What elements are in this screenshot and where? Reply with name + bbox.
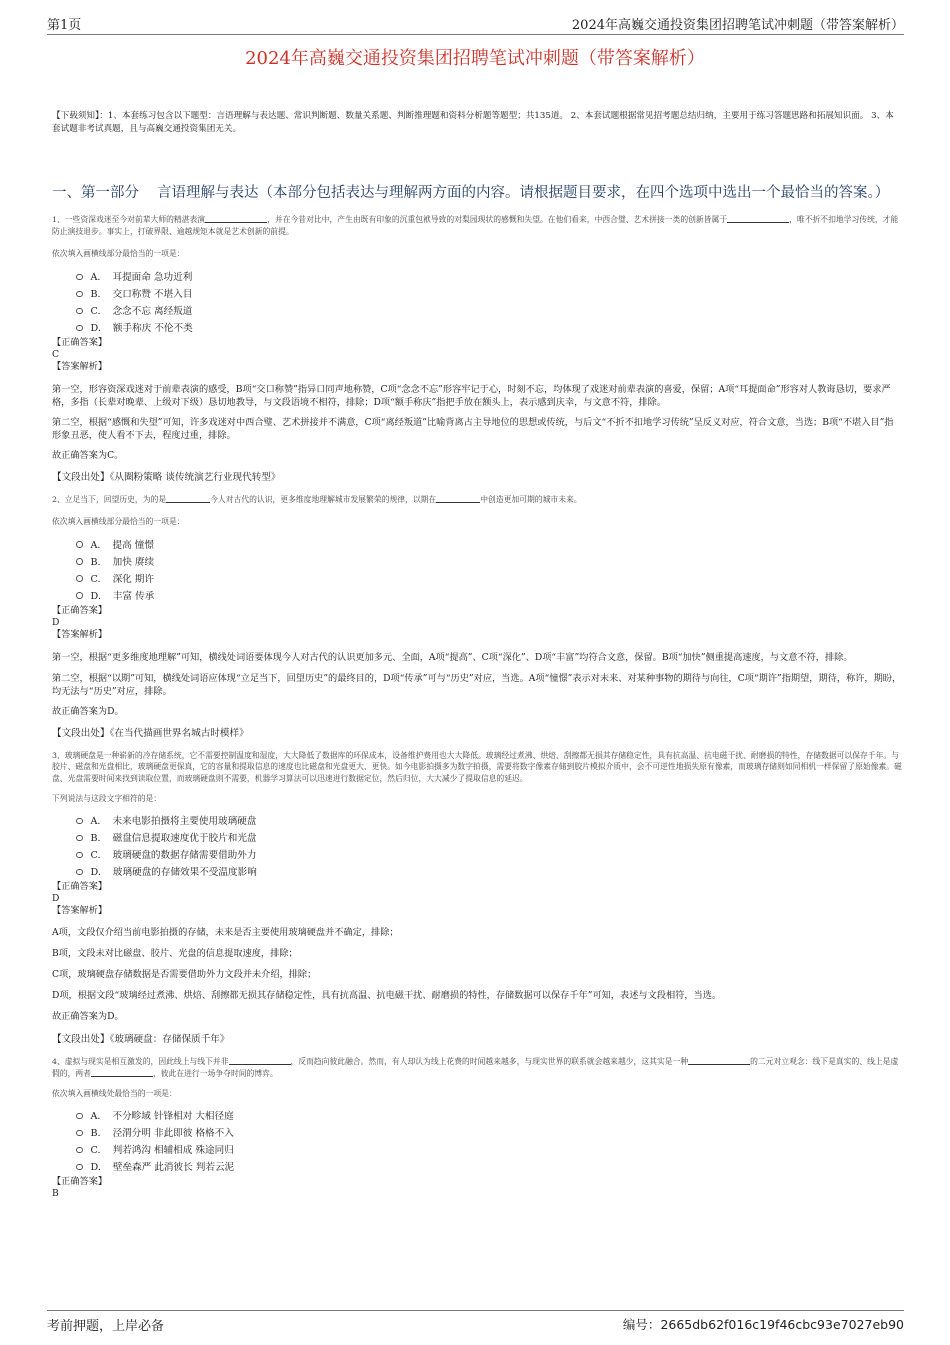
option-c[interactable]: C. 玻璃硬盘的数据存储需要借助外力 xyxy=(52,847,902,864)
option-d[interactable]: D. 玻璃硬盘的存储效果不受温度影响 xyxy=(52,864,902,881)
question-prompt: 依次填入画横线部分最恰当的一项是： xyxy=(52,516,185,526)
option-b[interactable]: B. 加快 赓续 xyxy=(52,554,902,571)
header-doc-title: 2024年高巍交通投资集团招聘笔试冲刺题（带答案解析） xyxy=(571,18,904,33)
option-b[interactable]: B. 泾渭分明 非此即彼 格格不入 xyxy=(52,1125,902,1142)
question-2 xyxy=(52,494,902,739)
radio-icon[interactable] xyxy=(76,852,83,859)
radio-icon[interactable] xyxy=(76,1164,83,1171)
option-c[interactable]: C. 深化 期许 xyxy=(52,571,902,588)
question-stem: 4、虚拟与现实是相互激发的，因此线上与线下并非 ，反而趋向彼此融合。然而，有人却认为线上花费的时间越来越多，与现实世界的联系就会越来越少，这其实是一种 的二元对立观念：线下是真实的、线上是虚假的，两者 ，彼此在进行一场争夺时间的博弈。 xyxy=(52,1057,899,1078)
footer-slogan: 考前押题，上岸必备 xyxy=(47,1319,165,1334)
option-a[interactable]: A. 不分畛域 针锋相对 大相径庭 xyxy=(52,1108,902,1125)
radio-icon[interactable] xyxy=(76,575,83,582)
analysis-label: 【答案解析】 xyxy=(52,628,108,640)
analysis-paragraph: 第二空，根据“感慨和失望”可知，许多戏迷对中西合璧、艺术拼接并不满意，C项“离经叛道”比喻背离占主导地位的思想或传统，与后文“不折不扣地学习传统”呈反义对应，符合文意，当选；B项“不堪入目”指形象丑恶，使人看不下去，程度过重，排除。 xyxy=(52,417,894,441)
question-3 xyxy=(52,750,902,1046)
analysis-conclusion: 故正确答案为D。 xyxy=(52,705,124,717)
analysis-paragraph: 第一空，根据“更多维度地理解”可知，横线处词语要体现今人对古代的认识更加多元、全面，A项“提高”、C项“深化”、D项“丰富”均符合文意，保留。B项“加快”侧重提高速度，与文意不符，排除。 xyxy=(52,651,853,663)
analysis-label: 【答案解析】 xyxy=(52,361,108,372)
answer-value: D xyxy=(52,893,60,904)
analysis-paragraph: 第二空，根据“以期”可知，横线处词语应体现“立足当下，回望历史”的最终目的，D项“传承”可与“历史”对应，当选。A项“憧憬”表示对未来、对某种事物的期待与向往，C项“期许”指期望，期待，称许，期盼，均无法与“历史”对应，排除。 xyxy=(52,672,902,697)
option-d[interactable]: D. 额手称庆 不伦不类 xyxy=(52,320,902,337)
radio-icon[interactable] xyxy=(76,308,83,315)
question-1 xyxy=(52,214,902,483)
document-code: 编号：2665db62f016c19f46cbc93e7027eb90 xyxy=(622,1317,904,1332)
answer-value: D xyxy=(52,616,60,628)
section-text: 言语理解与表达（本部分包括表达与理解两方面的内容。请根据题目要求，在四个选项中选出一个最恰当的答案。） xyxy=(157,185,890,201)
page-number: 第1页 xyxy=(47,18,82,33)
answer-blank xyxy=(727,214,789,223)
option-a[interactable]: A. 耳提面命 急功近利 xyxy=(52,269,902,286)
option-a[interactable]: A. 未来电影拍摄将主要使用玻璃硬盘 xyxy=(52,813,902,830)
radio-icon[interactable] xyxy=(76,592,83,599)
document-title: 2024年高巍交通投资集团招聘笔试冲刺题（带答案解析） xyxy=(245,48,705,69)
radio-icon[interactable] xyxy=(76,274,83,281)
option-c[interactable]: C. 判若鸿沟 相辅相成 殊途同归 xyxy=(52,1142,902,1159)
analysis-paragraph: B项，文段未对比磁盘、胶片、光盘的信息提取速度，排除； xyxy=(52,948,298,959)
radio-icon[interactable] xyxy=(76,1130,83,1137)
question-prompt: 下列说法与这段文字相符的是： xyxy=(52,794,162,803)
option-b[interactable]: B. 交口称赞 不堪入目 xyxy=(52,286,902,303)
question-prompt: 依次填入画横线处最恰当的一项是： xyxy=(52,1089,177,1098)
options-list xyxy=(52,813,902,881)
radio-icon[interactable] xyxy=(76,1147,83,1154)
download-notice: 【下载须知】：1、本套练习包含以下题型：言语理解与表达题、常识判断题、数量关系题、判断推理题和资料分析题等题型；共135道。 2、本套试题根据常见招考题总结归纳，主要用于练习答题思路和拓展知识面。 3、本套试题非考试真题，且与高巍交通投资集团无关。 xyxy=(52,111,894,134)
radio-icon[interactable] xyxy=(76,541,83,548)
answer-blank xyxy=(205,214,267,223)
answer-label: 【正确答案】 xyxy=(52,604,108,616)
page-footer xyxy=(47,1310,904,1333)
answer-value: C xyxy=(52,349,60,360)
answer-blank xyxy=(436,494,480,503)
question-stem: 1、一些资深戏迷至今对前辈大师的精湛表演 ，并在今昔对比中，产生由既有印象的沉重包袱导致的对梨园现状的感慨和失望。在他们看来，中西合璧、艺术拼接一类的创新皆属于 ，唯不折不扣地学习传统，才能防止演技退步。事实上，打破界限、逾越规矩本就是艺术创新的前提。 xyxy=(52,215,899,236)
radio-icon[interactable] xyxy=(76,291,83,298)
document-body xyxy=(52,110,902,1200)
analysis-conclusion: 故正确答案为D。 xyxy=(52,1011,124,1022)
source-line: 【文段出处】《从圈粉策略 谈传统演艺行业现代转型》 xyxy=(52,472,281,483)
radio-icon[interactable] xyxy=(76,818,83,825)
answer-blank xyxy=(166,494,210,503)
analysis-label: 【答案解析】 xyxy=(52,905,108,916)
section-heading xyxy=(52,185,902,202)
option-c[interactable]: C. 念念不忘 离经叛道 xyxy=(52,303,902,320)
page-header xyxy=(47,12,904,35)
answer-label: 【正确答案】 xyxy=(52,1176,108,1187)
radio-icon[interactable] xyxy=(76,325,83,332)
option-a[interactable]: A. 提高 憧憬 xyxy=(52,537,902,554)
options-list xyxy=(52,537,902,605)
options-list xyxy=(52,1108,902,1176)
radio-icon[interactable] xyxy=(76,869,83,876)
radio-icon[interactable] xyxy=(76,558,83,565)
source-line: 【文段出处】《在当代描画世界名城古时模样》 xyxy=(52,727,249,739)
analysis-paragraph: 第一空，形容资深戏迷对于前辈表演的感受，B项“交口称赞”指异口同声地称赞，C项“念念不忘”形容牢记于心，时刻不忘，均体现了戏迷对前辈表演的喜爱，保留；A项“耳提面命”形容对人教诲恳切，要求严格，多指（长辈对晚辈、上级对下级）恳切地教导，与文段语境不相符，排除；D项“额手称庆”指把手放在额头上，表示感到庆幸，与文意不符，排除。 xyxy=(52,384,891,408)
analysis-conclusion: 故正确答案为C。 xyxy=(52,450,124,461)
question-stem: 2、立足当下，回望历史，为的是 今人对古代的认识，更多维度地理解城市发展繁荣的规律，以期在 中创造更加可期的城市未来。 xyxy=(52,495,582,504)
options-list xyxy=(52,269,902,337)
question-4 xyxy=(52,1056,902,1200)
option-d[interactable]: D. 壁垒森严 此消彼长 判若云泥 xyxy=(52,1159,902,1176)
option-b[interactable]: B. 磁盘信息提取速度优于胶片和光盘 xyxy=(52,830,902,847)
answer-blank xyxy=(688,1056,750,1065)
answer-label: 【正确答案】 xyxy=(52,881,108,892)
option-d[interactable]: D. 丰富 传承 xyxy=(52,588,902,605)
answer-value: B xyxy=(52,1188,59,1199)
answer-blank xyxy=(91,1068,153,1077)
analysis-paragraph: C项，玻璃硬盘存储数据是否需要借助外力文段并未介绍，排除； xyxy=(52,969,317,980)
analysis-paragraph: A项，文段仅介绍当前电影拍摄的存储，未来是否主要使用玻璃硬盘并不确定，排除； xyxy=(52,927,399,938)
radio-icon[interactable] xyxy=(76,1113,83,1120)
radio-icon[interactable] xyxy=(76,835,83,842)
source-line: 【文段出处】《玻璃硬盘：存储保质千年》 xyxy=(52,1034,230,1045)
question-stem: 3、玻璃硬盘是一种崭新的冷存储系统，它不需要控制温度和湿度，大大降低了数据库的环保成本，设备维护费用也大大降低。玻璃经过煮沸、烘焙、刮擦都无损其存储稳定性，具有抗高温、抗电磁干扰、耐磨损的特性，存储数据可以保存千年。与胶片、磁盘和光盘相比，玻璃硬盘更保真，它的容量和提取信息的速度也比磁盘和光盘更大、更快。如今电影拍摄多为数字拍摄，需要将数字像素存储到胶片模拟介质中，会不可逆性地损失原有像素，而玻璃存储则如同相机一样保留了原始像素。磁盘、光盘需要时间来找到读取位置，而玻璃硬盘则不需要，机器学习算法可以迅速进行数据定位，然后归位，大大减少了提取信息的延迟。 xyxy=(52,750,902,783)
answer-label: 【正确答案】 xyxy=(52,337,108,348)
answer-blank xyxy=(229,1056,291,1065)
section-label: 一、第一部分 xyxy=(52,185,139,201)
analysis-paragraph: D项，根据文段“玻璃经过煮沸、烘焙、刮擦都无损其存储稳定性，具有抗高温、抗电磁干扰、耐磨损的特性，存储数据可以保存千年”可知，表述与文段相符，当选。 xyxy=(52,990,722,1001)
question-prompt: 依次填入画横线部分最恰当的一项是： xyxy=(52,249,185,258)
